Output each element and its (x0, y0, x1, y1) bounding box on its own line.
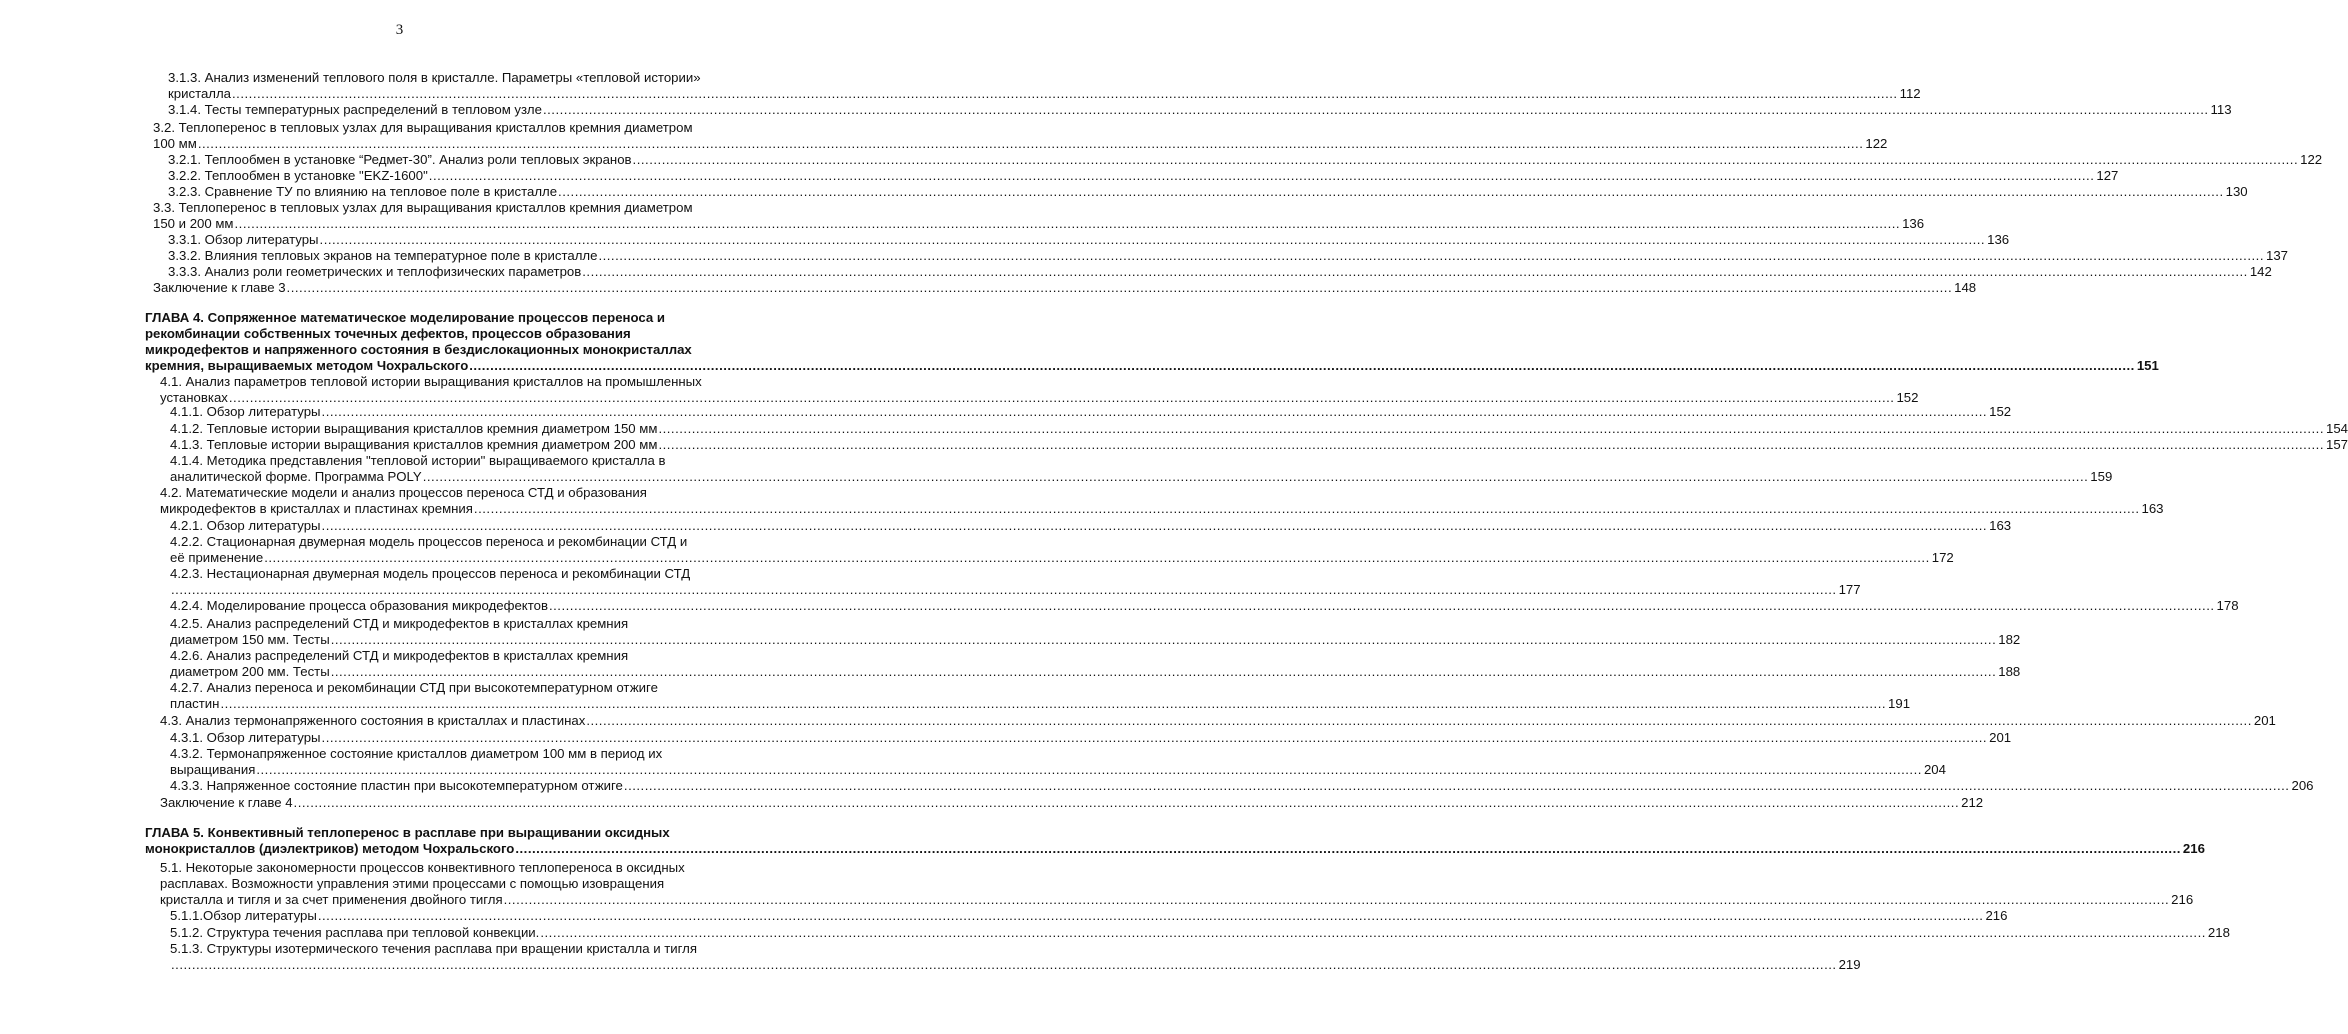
toc-entry-line: 4.1.1. Обзор литературы (170, 404, 321, 419)
toc-entry-line: микродефектов в кристаллах и пластинах кремния (160, 501, 473, 516)
toc-entry (170, 616, 2021, 648)
toc-page-number: 201 (2253, 713, 2276, 728)
toc-entry-line: 4.2.1. Обзор литературы (170, 518, 321, 533)
toc-entry-line: 5.1.2. Структура течения расплава при тепловой конвекции. (170, 925, 540, 940)
toc-entry-line: 4.2.4. Моделирование процесса образования микродефектов (170, 598, 548, 613)
dot-leader: ................................................................................................................................................................................................................................................................................................................................................................................................................ (582, 264, 2248, 279)
toc-entry (170, 437, 2348, 453)
toc-entry (168, 168, 2119, 184)
dot-leader: ................................................................................................................................................................................................................................................................................................................................................................................................................ (256, 762, 1922, 777)
toc-page-number: 154 (2326, 421, 2348, 436)
toc-entry-line: монокристаллов (диэлектриков) методом Чохральского (145, 841, 515, 856)
toc-entry (168, 232, 2010, 248)
toc-entry (170, 908, 2008, 924)
toc-entry (153, 120, 1888, 152)
dot-leader: ................................................................................................................................................................................................................................................................................................................................................................................................................ (234, 216, 1901, 231)
dot-leader: ................................................................................................................................................................................................................................................................................................................................................................................................................ (228, 390, 1895, 405)
toc-entry (170, 404, 2012, 420)
toc-page-number: 142 (2249, 264, 2272, 279)
toc-page-number: 113 (2210, 102, 2232, 117)
dot-leader: ................................................................................................................................................................................................................................................................................................................................................................................................................ (558, 184, 2224, 199)
toc-page-number: 159 (2090, 469, 2113, 484)
toc-entry-line: аналитической форме. Программа POLY (170, 469, 422, 484)
toc-page-number: 178 (2216, 598, 2239, 613)
dot-leader: ................................................................................................................................................................................................................................................................................................................................................................................................................ (632, 152, 2299, 167)
toc-entry-line: выращивания (170, 762, 256, 777)
toc-page-number: 148 (1954, 280, 1977, 295)
toc-entry-line: 3.2. Теплоперенос в тепловых узлах для выращивания кристаллов кремния диаметром (153, 120, 693, 135)
toc-page-number: 163 (2141, 501, 2164, 516)
dot-leader: ................................................................................................................................................................................................................................................................................................................................................................................................................ (293, 795, 1960, 810)
toc-entry (153, 200, 1925, 232)
toc-entry (168, 264, 2272, 280)
dot-leader: ................................................................................................................................................................................................................................................................................................................................................................................................................ (469, 358, 2135, 373)
toc-page-number: 130 (2225, 184, 2248, 199)
dot-leader: ................................................................................................................................................................................................................................................................................................................................................................................................................ (220, 696, 1887, 711)
toc-page-number: 206 (2291, 778, 2314, 793)
dot-leader: ................................................................................................................................................................................................................................................................................................................................................................................................................ (422, 469, 2089, 484)
toc-entry-line: 4.2.6. Анализ распределений СТД и микродефектов в кристаллах кремния (170, 648, 629, 663)
toc-entry (168, 102, 2232, 118)
toc-entry (170, 534, 1954, 566)
dot-leader: ................................................................................................................................................................................................................................................................................................................................................................................................................ (542, 102, 2209, 117)
page-number: 3 (395, 22, 404, 38)
dot-leader: ................................................................................................................................................................................................................................................................................................................................................................................................................ (473, 501, 2140, 516)
toc-page-number: 216 (1985, 908, 2008, 923)
toc-entry-line: диаметром 150 мм. Тесты (170, 632, 330, 647)
toc-entry (145, 310, 2159, 374)
toc-entry-line: кристалла и тигля и за счет применения двойного тигля (160, 892, 503, 907)
toc-entry (170, 518, 2012, 534)
toc-page-number: 182 (1998, 632, 2021, 647)
dot-leader: ................................................................................................................................................................................................................................................................................................................................................................................................................ (623, 778, 2290, 793)
toc-entry-line: 100 мм (153, 136, 197, 151)
dot-leader: ................................................................................................................................................................................................................................................................................................................................................................................................................ (658, 421, 2325, 436)
toc-entry-line: микродефектов и напряженного состояния в бездислокационных монокристаллах (145, 342, 692, 357)
toc-entry-line: 4.2. Математические модели и анализ процессов переноса СТД и образования (160, 485, 647, 500)
toc-entry (170, 648, 2021, 680)
dot-leader: ................................................................................................................................................................................................................................................................................................................................................................................................................ (330, 632, 1997, 647)
toc-entry-line: расплавах. Возможности управления этими процессами с помощью изовращения (160, 876, 665, 891)
toc-page-number: 152 (1989, 404, 2012, 419)
toc-entry (160, 713, 2276, 729)
toc-page-number: 136 (1902, 216, 1925, 231)
toc-entry (160, 860, 2194, 908)
toc-entry-line: 4.1.2. Тепловые истории выращивания кристаллов кремния диаметром 150 мм (170, 421, 658, 436)
dot-leader: ................................................................................................................................................................................................................................................................................................................................................................................................................ (232, 86, 1898, 101)
toc-entry (170, 598, 2239, 614)
toc-page-number: 172 (1931, 550, 1954, 565)
toc-entry-line: 4.2.5. Анализ распределений СТД и микродефектов в кристаллах кремния (170, 616, 629, 631)
toc-page-number: 219 (1838, 957, 1861, 972)
dot-leader: ................................................................................................................................................................................................................................................................................................................................................................................................................ (286, 280, 1953, 295)
toc-entry-line: её применение (170, 550, 264, 565)
toc-entry (170, 925, 2230, 941)
toc-entry-line: Заключение к главе 3 (153, 280, 286, 295)
toc-entry-line: 4.3.2. Термонапряженное состояние кристаллов диаметром 100 мм в период их (170, 746, 663, 761)
toc-entry (170, 566, 1861, 598)
toc-entry (170, 778, 2314, 794)
dot-leader: ................................................................................................................................................................................................................................................................................................................................................................................................................ (598, 248, 2265, 263)
dot-leader: ................................................................................................................................................................................................................................................................................................................................................................................................................ (658, 437, 2325, 452)
toc-entry-line: 4.2.3. Нестационарная двумерная модель процессов переноса и рекомбинации СТД (170, 566, 691, 581)
toc-entry-line: 3.3.2. Влияния тепловых экранов на температурное поле в кристалле (168, 248, 598, 263)
toc-entry-line: 3.2.3. Сравнение ТУ по влиянию на тепловое поле в кристалле (168, 184, 558, 199)
toc-page-number: 204 (1923, 762, 1946, 777)
dot-leader: ................................................................................................................................................................................................................................................................................................................................................................................................................ (586, 713, 2252, 728)
dot-leader: ................................................................................................................................................................................................................................................................................................................................................................................................................ (428, 168, 2095, 183)
toc-page-number: 137 (2266, 248, 2289, 263)
toc-entry-line: 3.1.4. Тесты температурных распределений в тепловом узле (168, 102, 542, 117)
toc-page-number: 163 (1989, 518, 2012, 533)
toc-page-number: 157 (2326, 437, 2348, 452)
toc-entry (145, 825, 2205, 857)
toc-page-number: 112 (1899, 86, 1921, 101)
toc-entry-line: 4.3. Анализ термонапряженного состояния в кристаллах и пластинах (160, 713, 586, 728)
toc-entry (170, 680, 1911, 712)
toc-page-number: 216 (2171, 892, 2194, 907)
toc-page-number: 201 (1989, 730, 2012, 745)
dot-leader: ................................................................................................................................................................................................................................................................................................................................................................................................................ (540, 925, 2206, 940)
toc-entry-line: 3.2.1. Теплообмен в установке “Редмет-30”. Анализ роли тепловых экранов (168, 152, 632, 167)
toc-entry-line: 3.1.3. Анализ изменений теплового поля в кристалле. Параметры «тепловой истории» (168, 70, 701, 85)
toc-entry-line: ГЛАВА 4. Сопряженное математическое моделирование процессов переноса и (145, 310, 665, 325)
toc-entry (170, 941, 1861, 973)
toc-page-number: 127 (2096, 168, 2119, 183)
dot-leader: ................................................................................................................................................................................................................................................................................................................................................................................................................ (171, 957, 1837, 972)
dot-leader: ................................................................................................................................................................................................................................................................................................................................................................................................................ (197, 136, 1864, 151)
toc-page-number: 177 (1838, 582, 1861, 597)
toc-entry-line: 3.2.2. Теплообмен в установке "EKZ-1600" (168, 168, 428, 183)
toc-entry (168, 152, 2323, 168)
toc-page-number: 152 (1896, 390, 1919, 405)
toc-entry (153, 280, 1977, 296)
toc-entry-line: 4.1. Анализ параметров тепловой истории выращивания кристаллов на промышленных (160, 374, 702, 389)
toc-entry-line: диаметром 200 мм. Тесты (170, 664, 330, 679)
toc-entry-line: 4.1.3. Тепловые истории выращивания кристаллов кремния диаметром 200 мм (170, 437, 658, 452)
toc-entry (168, 184, 2248, 200)
toc-entry (170, 746, 1946, 778)
toc-entry-line: пластин (170, 696, 220, 711)
toc-entry (160, 485, 2164, 517)
toc-page-number: 122 (2300, 152, 2323, 167)
toc-entry-line: рекомбинации собственных точечных дефектов, процессов образования (145, 326, 631, 341)
dot-leader: ................................................................................................................................................................................................................................................................................................................................................................................................................ (515, 841, 2181, 856)
dot-leader: ................................................................................................................................................................................................................................................................................................................................................................................................................ (330, 664, 1997, 679)
toc-entry (170, 453, 2113, 485)
dot-leader: ................................................................................................................................................................................................................................................................................................................................................................................................................ (319, 232, 1986, 247)
toc-entry-line: кристалла (168, 86, 232, 101)
dot-leader: ................................................................................................................................................................................................................................................................................................................................................................................................................ (171, 582, 1837, 597)
toc-entry-line: 3.3. Теплоперенос в тепловых узлах для выращивания кристаллов кремния диаметром (153, 200, 693, 215)
toc-entry-line: 4.2.7. Анализ переноса и рекомбинации СТД при высокотемпературном отжиге (170, 680, 658, 695)
toc-entry (168, 248, 2289, 264)
dot-leader: ................................................................................................................................................................................................................................................................................................................................................................................................................ (321, 730, 1988, 745)
toc-entry-line: 3.3.1. Обзор литературы (168, 232, 319, 247)
toc-page-number: 151 (2136, 358, 2159, 373)
toc-entry-line: кремния, выращиваемых методом Чохральского (145, 358, 469, 373)
dot-leader: ................................................................................................................................................................................................................................................................................................................................................................................................................ (503, 892, 2170, 907)
toc-entry-line: установках (160, 390, 228, 405)
toc-page-number: 212 (1961, 795, 1984, 810)
toc-entry-line: ГЛАВА 5. Конвективный теплоперенос в расплаве при выращивании оксидных (145, 825, 670, 840)
toc-page-number: 122 (1865, 136, 1888, 151)
toc-entry (160, 795, 1984, 811)
toc-page-number: 136 (1987, 232, 2010, 247)
toc-entry (168, 70, 1921, 102)
toc-entry-line: 5.1. Некоторые закономерности процессов конвективного теплопереноса в оксидных (160, 860, 685, 875)
toc-entry-line: 4.1.4. Методика представления "тепловой истории" выращиваемого кристалла в (170, 453, 666, 468)
toc-entry (160, 374, 1919, 406)
toc-entry-line: 5.1.1.Обзор литературы (170, 908, 317, 923)
toc-entry-line: 5.1.3. Структуры изотермического течения расплава при вращении кристалла и тигля (170, 941, 698, 956)
dot-leader: ................................................................................................................................................................................................................................................................................................................................................................................................................ (321, 518, 1988, 533)
toc-entry-line: 4.3.1. Обзор литературы (170, 730, 321, 745)
toc-page-number: 191 (1888, 696, 1911, 711)
dot-leader: ................................................................................................................................................................................................................................................................................................................................................................................................................ (317, 908, 1984, 923)
toc-page-number: 188 (1998, 664, 2021, 679)
toc-entry (170, 421, 2348, 437)
dot-leader: ................................................................................................................................................................................................................................................................................................................................................................................................................ (321, 404, 1988, 419)
toc-page-number: 218 (2207, 925, 2230, 940)
toc-entry-line: 150 и 200 мм (153, 216, 234, 231)
toc-page-number: 216 (2182, 841, 2205, 856)
toc-entry (170, 730, 2012, 746)
dot-leader: ................................................................................................................................................................................................................................................................................................................................................................................................................ (548, 598, 2215, 613)
toc-entry-line: 4.2.2. Стационарная двумерная модель процессов переноса и рекомбинации СТД и (170, 534, 688, 549)
toc-entry-line: Заключение к главе 4 (160, 795, 293, 810)
dot-leader: ................................................................................................................................................................................................................................................................................................................................................................................................................ (264, 550, 1930, 565)
toc-entry-line: 3.3.3. Анализ роли геометрических и теплофизических параметров (168, 264, 582, 279)
toc-entry-line: 4.3.3. Напряженное состояние пластин при высокотемпературном отжиге (170, 778, 623, 793)
